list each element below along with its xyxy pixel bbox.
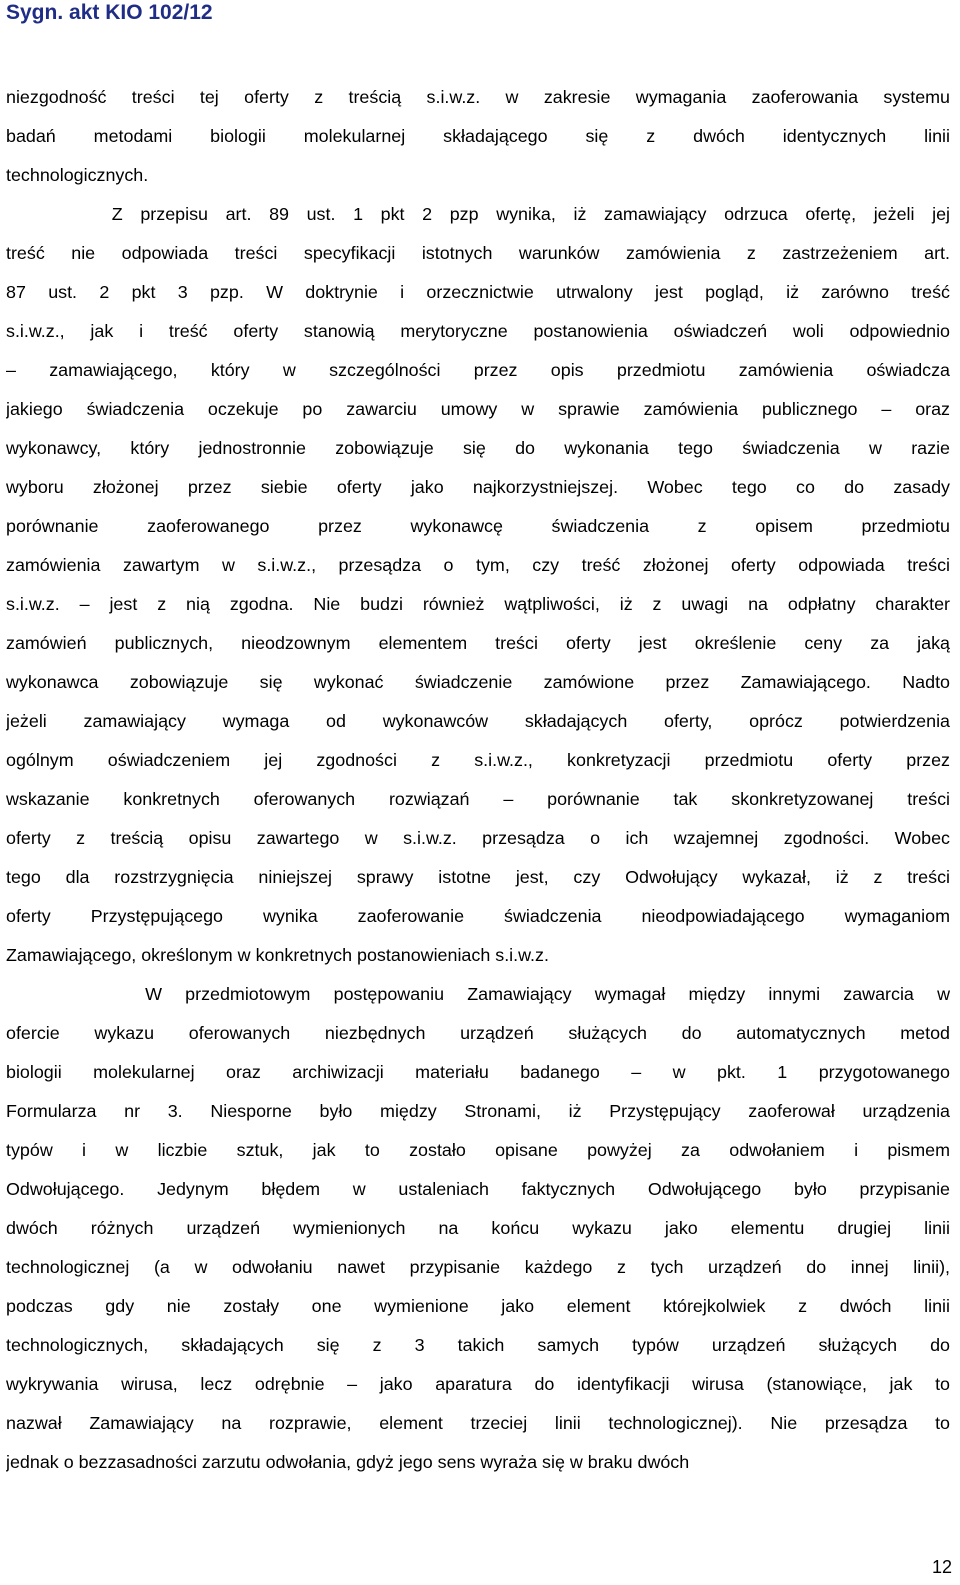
text-line: wyboru złożonej przez siebie oferty jako najkorzystniejszej. Wobec tego co do zasady (6, 477, 950, 497)
text-line: zamówienia zawartym w s.i.w.z., przesądza o tym, czy treść złożonej oferty odpowiada treści (6, 555, 950, 575)
text-line: technologicznych. (6, 165, 149, 185)
text-line: technologicznych, składających się z 3 takich samych typów urządzeń służących do (6, 1335, 950, 1355)
text-line: podczas gdy nie zostały one wymienione jako element którejkolwiek z dwóch linii (6, 1296, 950, 1316)
text-line: oferty z treścią opisu zawartego w s.i.w.z. przesądza o ich wzajemnej zgodności. Wobec (6, 828, 950, 848)
text-line: s.i.w.z. – jest z nią zgodna. Nie budzi również wątpliwości, iż z uwagi na odpłatny charakter (6, 594, 950, 614)
text-line: wskazanie konkretnych oferowanych rozwiązań – porównanie tak skonkretyzowanej treści (6, 789, 950, 809)
text-line: s.i.w.z., jak i treść oferty stanowią merytoryczne postanowienia oświadczeń woli odpowiednio (6, 321, 950, 341)
text-line: Z przepisu art. 89 ust. 1 pkt 2 pzp wynika, iż zamawiający odrzuca ofertę, jeżeli jej (6, 204, 950, 224)
text-line: jakiego świadczenia oczekuje po zawarciu umowy w sprawie zamówienia publicznego – oraz (6, 399, 950, 419)
text-line: biologii molekularnej oraz archiwizacji materiału badanego – w pkt. 1 przygotowanego (6, 1062, 950, 1082)
text-line: niezgodność treści tej oferty z treścią s.i.w.z. w zakresie wymagania zaoferowania systemu (6, 87, 950, 107)
text-line: badań metodami biologii molekularnej składającego się z dwóch identycznych linii (6, 126, 950, 146)
text-line: tego dla rozstrzygnięcia niniejszej sprawy istotne jest, czy Odwołujący wykazał, iż z treści (6, 867, 950, 887)
page-number: 12 (931, 1557, 952, 1577)
text-line: Zamawiającego, określonym w konkretnych postanowieniach s.i.w.z. (6, 945, 549, 965)
text-line: treść nie odpowiada treści specyfikacji istotnych warunków zamówienia z zastrzeżeniem art. (6, 243, 950, 263)
text-line: jeżeli zamawiający wymaga od wykonawców składających oferty, oprócz potwierdzenia (6, 711, 950, 731)
text-line: 87 ust. 2 pkt 3 pzp. W doktrynie i orzecznictwie utrwalony jest pogląd, iż zarówno treść (6, 282, 950, 302)
text-line: ofercie wykazu oferowanych niezbędnych urządzeń służących do automatycznych metod (6, 1023, 950, 1043)
text-line: W przedmiotowym postępowaniu Zamawiający wymagał między innymi zawarcia w (6, 984, 950, 1004)
text-line: porównanie zaoferowanego przez wykonawcę świadczenia z opisem przedmiotu (6, 516, 950, 536)
text-line: dwóch różnych urządzeń wymienionych na końcu wykazu jako elementu drugiej linii (6, 1218, 950, 1238)
text-line: – zamawiającego, który w szczególności przez opis przedmiotu zamówienia oświadcza (6, 360, 950, 380)
text-line: Formularza nr 3. Niesporne było między Stronami, iż Przystępujący zaoferował urządzenia (6, 1101, 950, 1121)
text-line: typów i w liczbie sztuk, jak to zostało opisane powyżej za odwołaniem i pismem (6, 1140, 950, 1160)
text-line: jednak o bezzasadności zarzutu odwołania, gdyż jego sens wyraża się w braku dwóch (6, 1452, 690, 1472)
text-line: nazwał Zamawiający na rozprawie, element trzeciej linii technologicznej). Nie przesądza to (6, 1413, 950, 1433)
text-line: wykrywania wirusa, lecz odrębnie – jako aparatura do identyfikacji wirusa (stanowiące, jak to (6, 1374, 950, 1394)
document-body (6, 78, 950, 1482)
document-signature-header: Sygn. akt KIO 102/12 (6, 1, 213, 24)
text-line: technologicznej (a w odwołaniu nawet przypisanie każdego z tych urządzeń do innej linii), (6, 1257, 950, 1277)
text-line: wykonawcy, który jednostronnie zobowiązuje się do wykonania tego świadczenia w razie (6, 438, 950, 458)
text-line: zamówień publicznych, nieodzownym elementem treści oferty jest określenie ceny za jaką (6, 633, 950, 653)
text-line: oferty Przystępującego wynika zaoferowanie świadczenia nieodpowiadającego wymaganiom (6, 906, 950, 926)
text-line: wykonawca zobowiązuje się wykonać świadczenie zamówione przez Zamawiającego. Nadto (6, 672, 950, 692)
text-line: Odwołującego. Jedynym błędem w ustaleniach faktycznych Odwołującego było przypisanie (6, 1179, 950, 1199)
text-line: ogólnym oświadczeniem jej zgodności z s.i.w.z., konkretyzacji przedmiotu oferty przez (6, 750, 950, 770)
